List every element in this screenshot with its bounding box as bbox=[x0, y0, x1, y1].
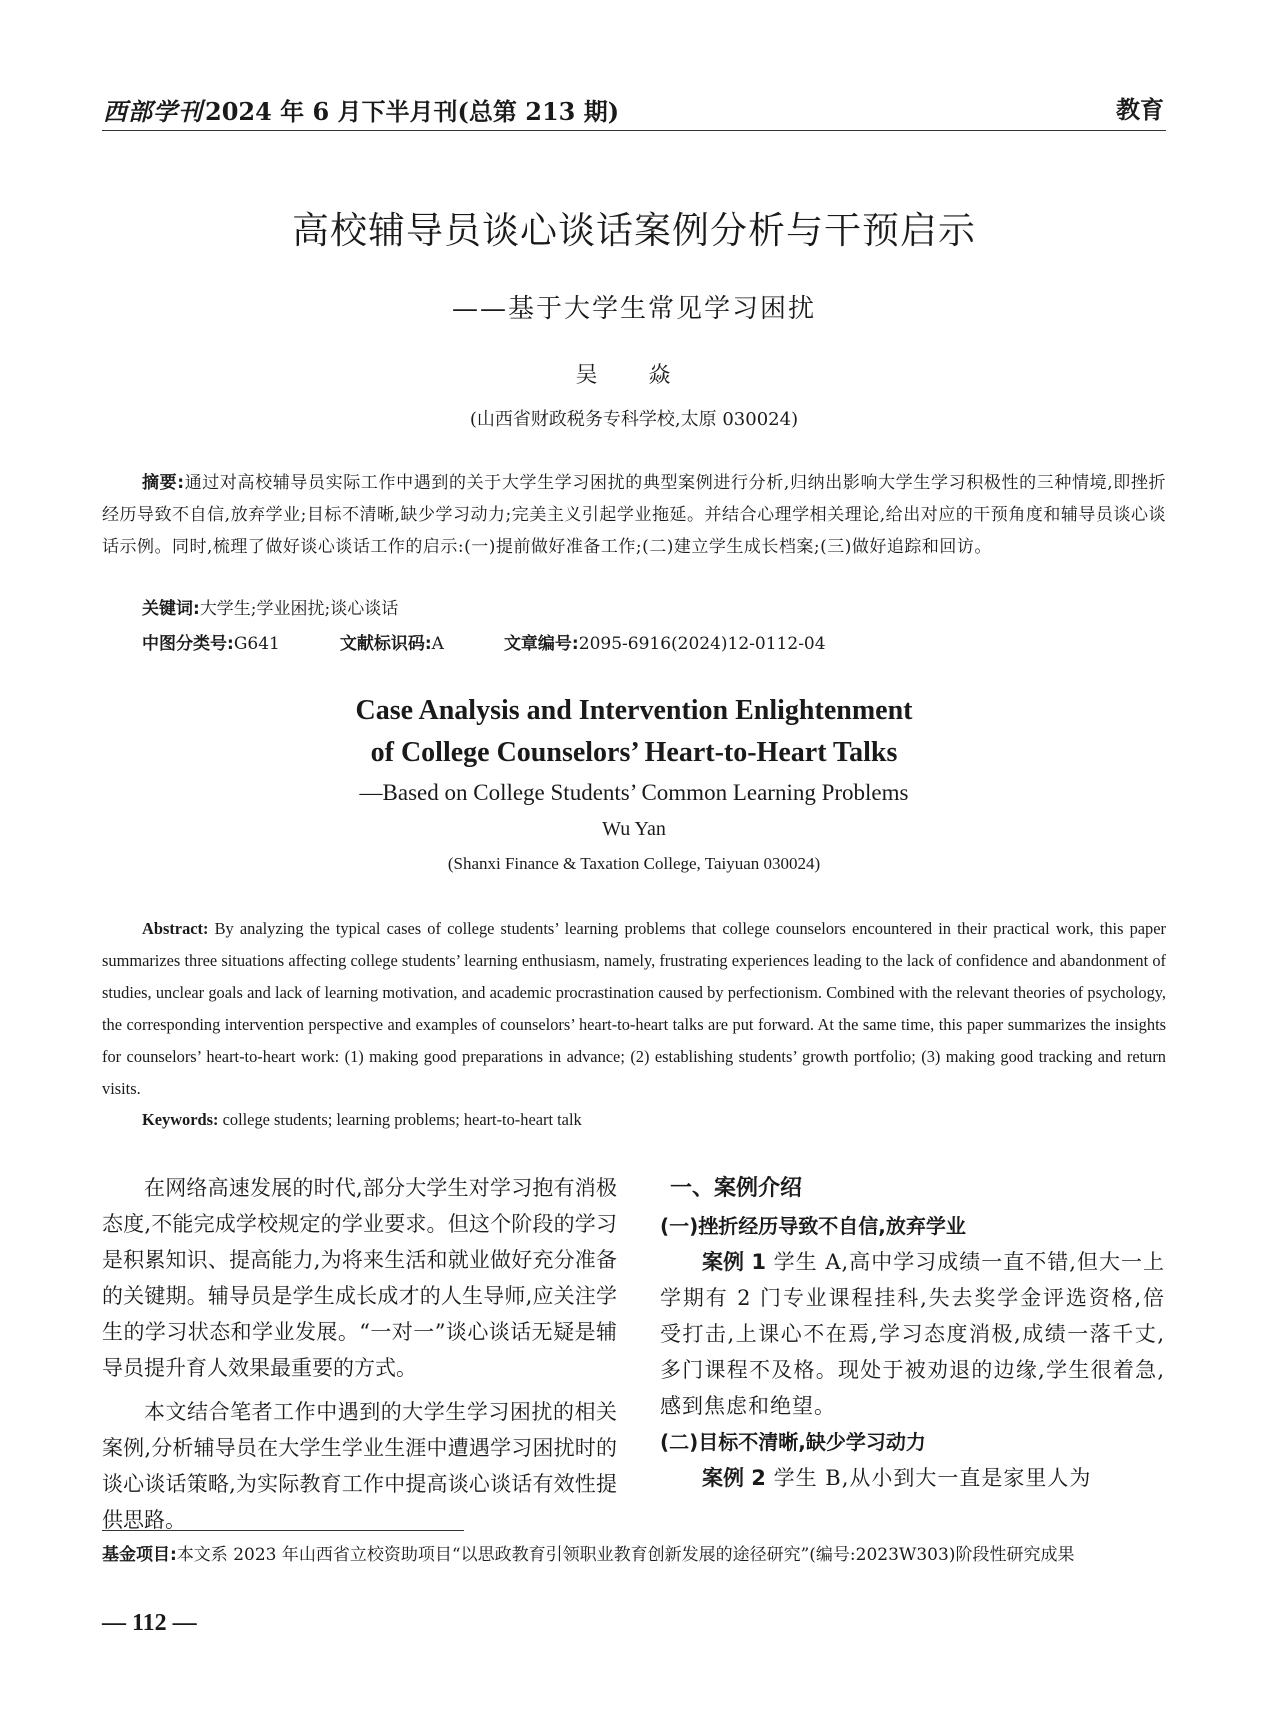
case-label: 案例 2 bbox=[702, 1466, 766, 1490]
abstract-chinese-text: 通过对高校辅导员实际工作中遇到的关于大学生学习困扰的典型案例进行分析,归纳出影响大学生学习积极性的三种情境,即挫折经历导致不自信,放弃学业;目标不清晰,缺少学习动力;完美主义引起学业拖延。并结合心理学相关理论,给出对应的干预角度和辅导员谈心谈话示例。同时,梳理了做好谈心谈话工作的启示:(一)提前做好准备工作;(二)建立学生成长档案;(三)做好追踪和回访。 bbox=[102, 473, 1166, 557]
section-label: 教育 bbox=[1116, 96, 1164, 124]
abstract-english-text: By analyzing the typical cases of college students’ learning problems that college counselors encountered in their practical work, this paper summarizes three situations affecting college students’ learning enthusiasm, namely, frustrating experiences leading to the lack of confidence and abandonment of studies, unclear goals and lack of learning motivation, and academic procrastination caused by perfectionism. Combined with the relevant theories of psychology, the corresponding intervention perspective and examples of counselors’ heart-to-heart talks are put forward. At the same time, this paper summarizes the insights for counselors’ heart-to-heart work: (1) making good preparations in advance; (2) establishing students’ growth portfolio; (3) making good tracking and return visits. bbox=[102, 919, 1166, 1098]
subsection-heading: (一)挫折经历导致不自信,放弃学业 bbox=[660, 1214, 966, 1238]
title-english bbox=[0, 690, 1268, 774]
title-chinese: 高校辅导员谈心谈话案例分析与干预启示 bbox=[292, 209, 976, 252]
footnote bbox=[102, 1540, 1166, 1570]
case-label: 案例 1 bbox=[702, 1250, 766, 1274]
keywords-english-label: Keywords: bbox=[142, 1110, 219, 1129]
footnote-divider bbox=[102, 1530, 464, 1531]
doc-code-value: A bbox=[431, 634, 444, 654]
abstract-chinese-label: 摘要: bbox=[142, 473, 185, 493]
body-left-column bbox=[102, 1170, 617, 1538]
clc-value: G641 bbox=[233, 634, 280, 654]
keywords-chinese-text: 大学生;学业困扰;谈心谈话 bbox=[199, 599, 399, 619]
keywords-chinese bbox=[142, 594, 398, 619]
abstract-chinese bbox=[102, 467, 1166, 563]
abstract-english-label: Abstract: bbox=[142, 919, 209, 938]
affiliation-chinese: (山西省财政税务专科学校,太原 030024) bbox=[469, 409, 799, 430]
keywords-chinese-label: 关键词: bbox=[142, 599, 200, 619]
classification-row bbox=[142, 629, 1142, 654]
affiliation-english: (Shanxi Finance & Taxation College, Taiyuan 030024) bbox=[447, 854, 821, 873]
body-right-column bbox=[660, 1170, 1165, 1496]
case-text: 学生 A,高中学习成绩一直不错,但大一上学期有 2 门专业课程挂科,失去奖学金评选资格,倍受打击,上课心不在焉,学习态度消极,成绩一落千丈,多门课程不及格。现处于被劝退的边缘,学生很着急,感到焦虑和绝望。 bbox=[660, 1250, 1165, 1418]
footnote-label: 基金项目: bbox=[102, 1545, 177, 1565]
journal-logo: 西部学刊 bbox=[103, 97, 203, 126]
page-number: — 112 — bbox=[102, 1610, 197, 1636]
body-paragraph: 在网络高速发展的时代,部分大学生对学习抱有消极态度,不能完成学校规定的学业要求。但这个阶段的学习是积累知识、提高能力,为将来生活和就业做好充分准备的关键期。辅导员是学生成长成才的人生导师,应关注学生的学习状态和学业发展。“一对一”谈心谈话无疑是辅导员提升育人效果最重要的方式。 bbox=[102, 1176, 617, 1380]
article-number-label: 文章编号: bbox=[503, 634, 579, 654]
subtitle-english: —Based on College Students’ Common Learning Problems bbox=[359, 780, 909, 805]
header-divider bbox=[102, 130, 1166, 131]
subtitle-chinese: ——基于大学生常见学习困扰 bbox=[451, 294, 816, 324]
article-number-value: 2095-6916(2024)12-0112-04 bbox=[578, 634, 826, 654]
case-paragraph bbox=[660, 1244, 1165, 1424]
footnote-text: 本文系 2023 年山西省立校资助项目“以思政教育引领职业教育创新发展的途径研究”(编号:2023W303)阶段性研究成果 bbox=[176, 1545, 1075, 1565]
title-english-line2: of College Counselors’ Heart-to-Heart Talks bbox=[370, 737, 898, 768]
keywords-english bbox=[142, 1110, 582, 1130]
issue-info: 2024 年 6 月下半月刊(总第 213 期) bbox=[205, 97, 620, 126]
abstract-english bbox=[102, 913, 1166, 1105]
subsection-heading: (二)目标不清晰,缺少学习动力 bbox=[660, 1430, 926, 1454]
body-paragraph: 本文结合笔者工作中遇到的大学生学习困扰的相关案例,分析辅导员在大学生学业生涯中遭遇学习困扰时的谈心谈话策略,为实际教育工作中提高谈心谈话有效性提供思路。 bbox=[102, 1400, 617, 1532]
section-heading: 一、案例介绍 bbox=[670, 1176, 803, 1201]
case-paragraph bbox=[660, 1460, 1165, 1496]
title-english-line1: Case Analysis and Intervention Enlightenment bbox=[355, 695, 913, 726]
case-text: 学生 B,从小到大一直是家里人为 bbox=[765, 1466, 1092, 1490]
author-chinese: 吴 焱 bbox=[575, 363, 693, 388]
author-english: Wu Yan bbox=[602, 818, 666, 840]
clc-label: 中图分类号: bbox=[142, 634, 234, 654]
doc-code-label: 文献标识码: bbox=[339, 634, 432, 654]
journal-header bbox=[103, 92, 619, 127]
keywords-english-text: college students; learning problems; heart-to-heart talk bbox=[222, 1110, 582, 1129]
